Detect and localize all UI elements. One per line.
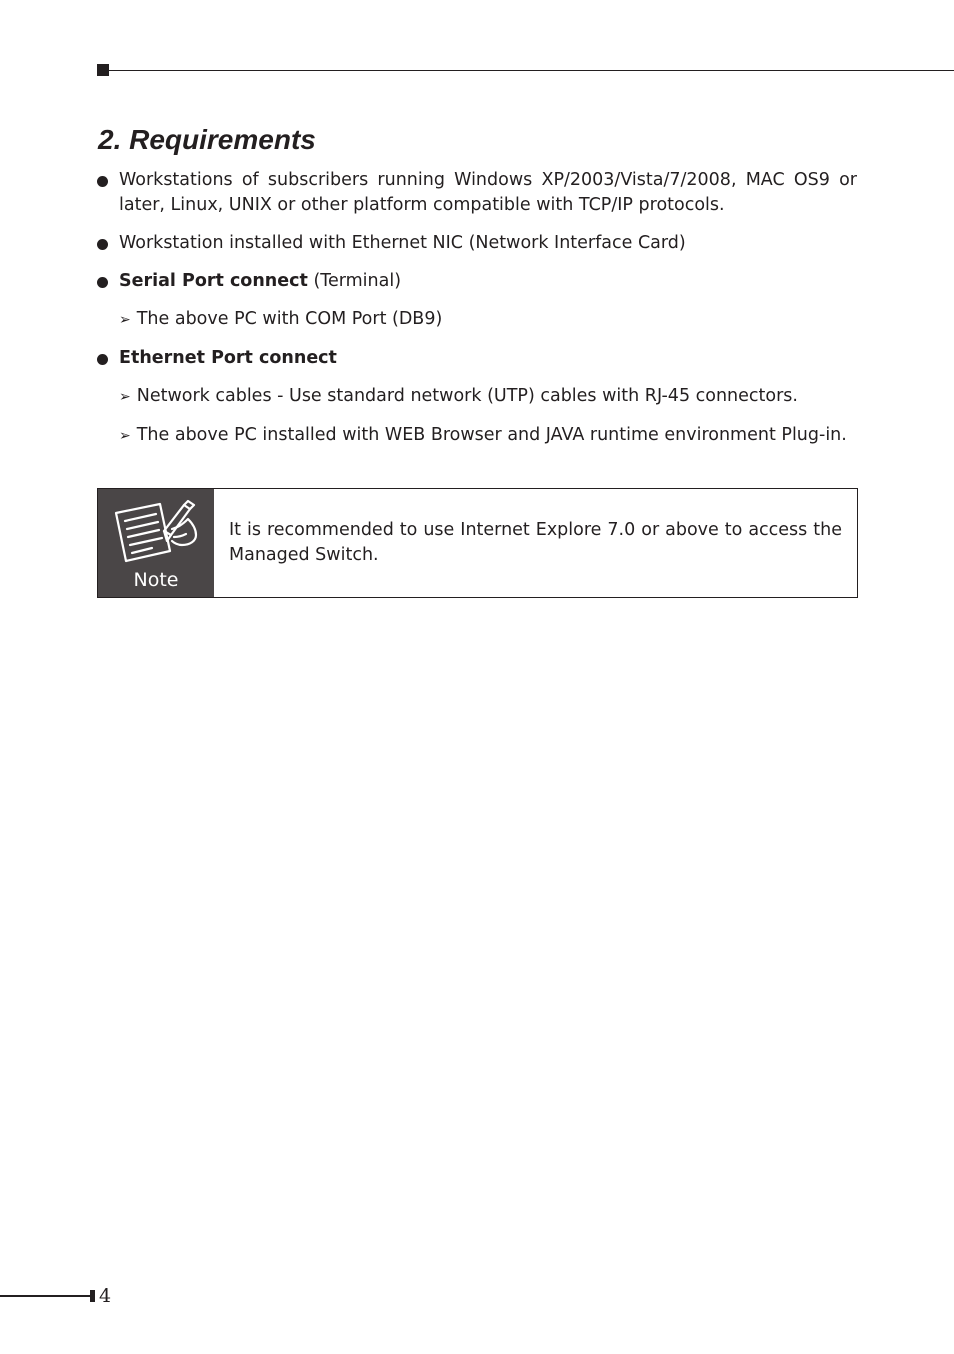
bullet-icon xyxy=(97,277,108,288)
footer-marker xyxy=(90,1290,95,1302)
requirement-subitem xyxy=(97,384,857,410)
arrow-icon: ➢ xyxy=(119,389,131,405)
requirement-subitem xyxy=(97,423,857,449)
subitem-text: The above PC with COM Port (DB9) xyxy=(136,309,443,329)
section-title: 2. Requirements xyxy=(98,124,316,155)
requirement-item xyxy=(97,346,857,371)
bullet-icon xyxy=(97,354,108,365)
bullet-icon xyxy=(97,176,108,187)
note-panel xyxy=(98,489,214,597)
note-label: Note xyxy=(133,569,179,591)
arrow-icon: ➢ xyxy=(119,312,131,328)
footer-rule xyxy=(0,1295,90,1297)
requirement-item xyxy=(97,269,857,294)
requirement-text: (Terminal) xyxy=(307,271,402,291)
subitem-text: Network cables - Use standard network (UTP) cables with RJ-45 connectors. xyxy=(136,386,798,406)
requirements-list xyxy=(97,168,857,462)
arrow-icon: ➢ xyxy=(119,428,131,444)
note-hand-writing-icon xyxy=(112,499,200,565)
requirement-item xyxy=(97,168,857,218)
note-box xyxy=(97,488,858,598)
requirement-heading: Serial Port connect xyxy=(119,271,308,291)
requirement-subitem xyxy=(97,307,857,333)
bullet-icon xyxy=(97,239,108,250)
requirement-text: Workstation installed with Ethernet NIC (Network Interface Card) xyxy=(119,233,686,253)
header-rule xyxy=(109,70,954,71)
requirement-heading: Ethernet Port connect xyxy=(119,348,337,368)
note-text: It is recommended to use Internet Explore 7.0 or above to access the Managed Switch. xyxy=(229,520,842,565)
requirement-text: Workstations of subscribers running Windows XP/2003/Vista/7/2008, MAC OS9 or later, Linux, UNIX or other platform compatible with TCP/IP protocols. xyxy=(119,170,857,215)
header-marker xyxy=(97,64,109,76)
requirement-item xyxy=(97,231,857,256)
page-number: 4 xyxy=(99,1285,112,1307)
subitem-text: The above PC installed with WEB Browser and JAVA runtime environment Plug-in. xyxy=(136,425,847,445)
